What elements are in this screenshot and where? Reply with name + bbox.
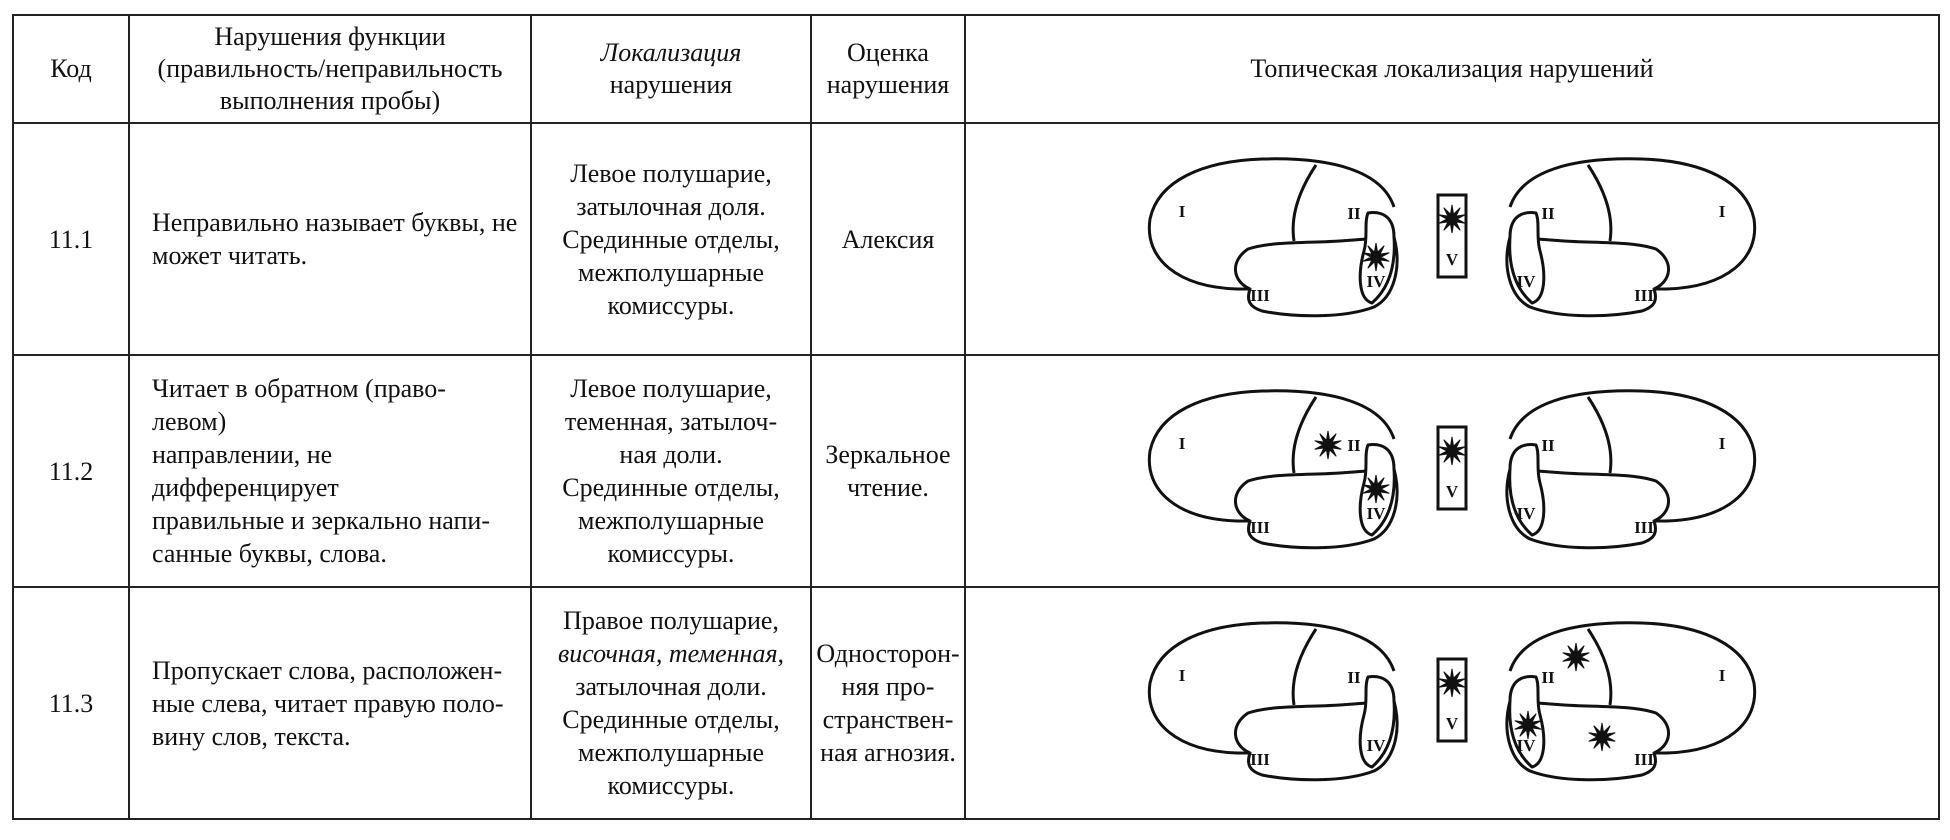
- row-function: Читает в обратном (право-левом) направлении, не дифференцирует правильные и зеркально напи- санные буквы, слова.: [129, 355, 531, 587]
- header-localization: Локализация нарушения: [531, 15, 811, 123]
- central-sulcus-line: [1588, 165, 1611, 241]
- label-frontal-l: I: [1178, 434, 1186, 453]
- label-occipital-l: IV: [1366, 736, 1386, 755]
- right-hemisphere: [1507, 623, 1755, 780]
- label-temporal-r: III: [1634, 750, 1654, 769]
- label-frontal-l: I: [1178, 666, 1186, 685]
- row-evaluation: Зеркальное чтение.: [811, 355, 965, 587]
- row-code: 11.1: [13, 123, 129, 355]
- header-function: Нарушения функции (правильность/неправильность выполнения пробы): [129, 15, 531, 123]
- label-parietal-l: II: [1347, 668, 1361, 687]
- lesion-star-icon: [1315, 431, 1342, 459]
- label-frontal-r: I: [1718, 202, 1726, 221]
- brain-diagram: [1132, 381, 1772, 561]
- label-frontal-l: I: [1178, 202, 1186, 221]
- label-temporal-r: III: [1634, 286, 1654, 305]
- brain-diagram-cell: [965, 587, 1939, 819]
- label-midline: V: [1445, 482, 1459, 501]
- row-localization: Левое полушарие, затылочная доля. Срединные отделы, межполушарные комиссуры.: [531, 123, 811, 355]
- left-hemisphere: [1149, 623, 1397, 780]
- impairments-table: [12, 14, 1940, 820]
- label-temporal-r: III: [1634, 518, 1654, 537]
- row-code: 11.3: [13, 587, 129, 819]
- lesion-star-icon: [1563, 643, 1590, 671]
- table-row: [13, 355, 1939, 587]
- row-localization: Левое полушарие, теменная, затылоч- ная доли. Срединные отделы, межполушарные комиссуры.: [531, 355, 811, 587]
- label-occipital-r: IV: [1516, 504, 1536, 523]
- row-evaluation: Алексия: [811, 123, 965, 355]
- central-sulcus-line: [1588, 397, 1611, 473]
- label-temporal-l: III: [1250, 518, 1270, 537]
- brain-diagram: [1132, 149, 1772, 329]
- table-row: [13, 123, 1939, 355]
- label-parietal-r: II: [1541, 204, 1555, 223]
- table-row: [13, 587, 1939, 819]
- header-code: Код: [13, 15, 129, 123]
- central-sulcus-line: [1293, 165, 1316, 241]
- label-frontal-r: I: [1718, 434, 1726, 453]
- label-occipital-r: IV: [1516, 272, 1536, 291]
- brain-diagram-cell: [965, 355, 1939, 587]
- central-sulcus-line: [1293, 397, 1316, 473]
- label-midline: V: [1445, 714, 1459, 733]
- row-function: Неправильно называет буквы, не может читать.: [129, 123, 531, 355]
- row-localization: Правое полушарие, височная, теменная, затылочная доли. Срединные отделы, межполушарные комиссуры.: [531, 587, 811, 819]
- brain-diagram: [1132, 613, 1772, 793]
- label-occipital-l: IV: [1366, 504, 1386, 523]
- left-hemisphere: [1149, 159, 1397, 316]
- label-parietal-l: II: [1347, 436, 1361, 455]
- brain-diagram-cell: [965, 123, 1939, 355]
- header-evaluation: Оценка нарушения: [811, 15, 965, 123]
- central-sulcus-line: [1293, 629, 1316, 705]
- right-hemisphere: [1507, 159, 1755, 316]
- right-hemisphere: [1507, 391, 1755, 548]
- label-frontal-r: I: [1718, 666, 1726, 685]
- label-parietal-r: II: [1541, 436, 1555, 455]
- label-temporal-l: III: [1250, 750, 1270, 769]
- label-temporal-l: III: [1250, 286, 1270, 305]
- label-parietal-l: II: [1347, 204, 1361, 223]
- left-hemisphere: [1149, 391, 1397, 548]
- header-row: [13, 15, 1939, 123]
- row-code: 11.2: [13, 355, 129, 587]
- row-function: Пропускает слова, расположен- ные слева, читает правую поло- вину слов, текста.: [129, 587, 531, 819]
- label-occipital-r: IV: [1516, 736, 1536, 755]
- label-occipital-l: IV: [1366, 272, 1386, 291]
- header-topical: Топическая локализация нарушений: [965, 15, 1939, 123]
- label-parietal-r: II: [1541, 668, 1555, 687]
- row-evaluation: Односторон- няя про- странствен- ная агнозия.: [811, 587, 965, 819]
- label-midline: V: [1445, 250, 1459, 269]
- central-sulcus-line: [1588, 629, 1611, 705]
